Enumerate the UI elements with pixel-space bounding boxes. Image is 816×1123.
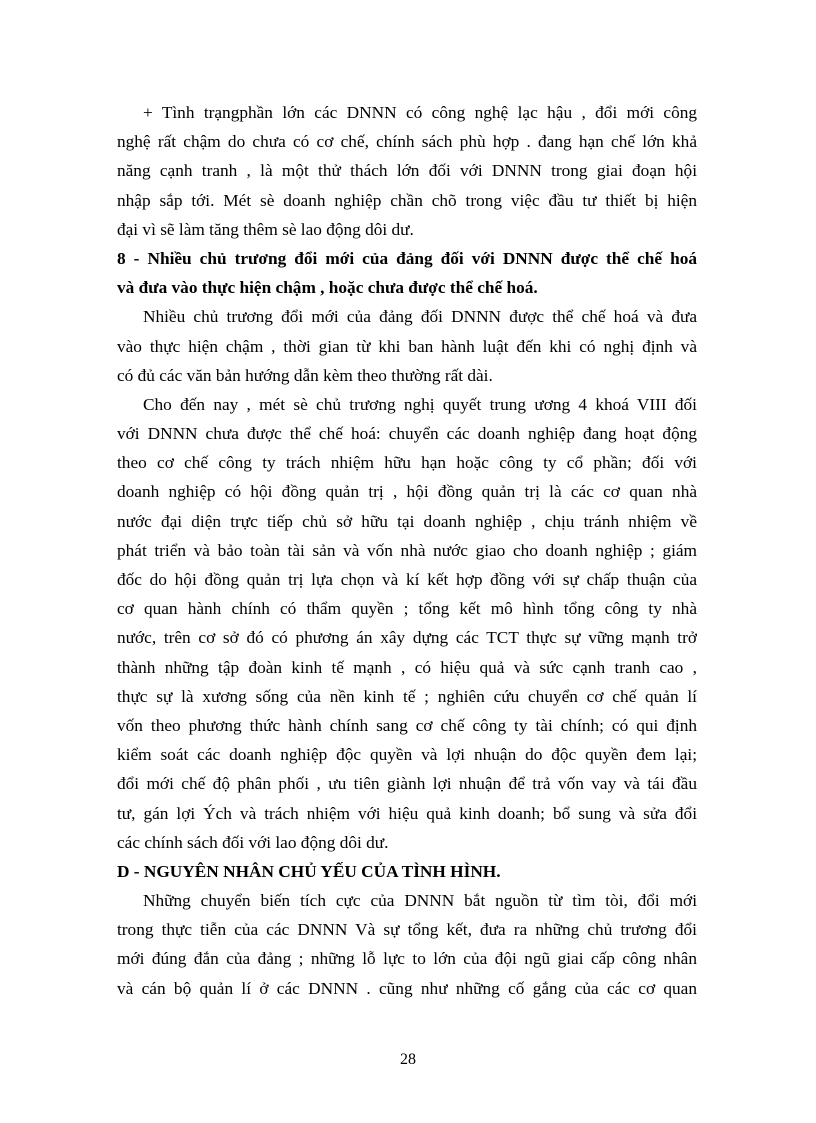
text-line: nước đại diện trực tiếp chủ sở hữu tại doanh nghiệp , chịu tránh nhiệm về	[117, 511, 697, 531]
text-line: nước, trên cơ sở đó có phương án xây dựng các TCT thực sự vững mạnh trở	[117, 628, 697, 648]
text-line: mới đúng đắn của đảng ; những lỗ lực to lớn của đội ngũ giai cấp công nhân	[117, 949, 697, 969]
text-line: kiểm soát các doanh nghiệp độc quyền và lợi nhuận do độc quyền đem lại;	[117, 745, 697, 765]
text-line: phát triển và bảo toàn tài sản và vốn nhà nước giao cho doanh nghiệp ; giám	[117, 540, 697, 560]
text-line: Nhiều chủ trương đổi mới của đảng đối DNNN được thể chế hoá và đưa	[143, 307, 697, 327]
section-heading-8	[117, 244, 697, 302]
text-line: đốc do hội đồng quản trị lựa chọn và kí kết hợp đồng với sự chấp thuận của	[117, 570, 697, 589]
text-line: với DNNN chưa được thể chế hoá: chuyển các doanh nghiệp đang hoạt động	[117, 424, 697, 444]
text-line: đại vì sẽ làm tăng thêm sè lao động dôi dư.	[117, 219, 414, 239]
text-line: Cho đến nay , mét sè chủ trương nghị quyết trung ương 4 khoá VIII đối	[143, 394, 697, 414]
text-line: và cán bộ quản lí ở các DNNN . cũng như những cố gắng của các cơ quan	[117, 978, 697, 998]
text-line: trong thực tiễn của các DNNN Và sự tổng kết, đưa ra những chủ trương đổi	[117, 920, 697, 940]
text-line: năng cạnh tranh , là một thử thách lớn đối với DNNN trong giai đoạn hội	[117, 161, 697, 181]
paragraph-causes	[117, 886, 697, 1003]
text-line: vào thực hiện chậm , thời gian từ khi ban hành luật đến khi có nghị định và	[117, 336, 697, 356]
text-line: tư, gán lợi Ých và trách nhiệm với hiệu quả kinh doanh; bổ sung và sửa đổi	[117, 803, 697, 823]
heading-line: D - NGUYÊN NHÂN CHỦ YẾU CỦA TÌNH HÌNH.	[117, 861, 501, 881]
document-page	[117, 98, 697, 1003]
text-line: nhập sắp tới. Mét sè doanh nghiệp chần chõ trong việc đầu tư thiết bị hiện	[117, 190, 697, 210]
text-line: theo cơ chế công ty trách nhiệm hữu hạn hoặc công ty cổ phần; đối với	[117, 453, 697, 473]
text-line: + Tình trạngphần lớn các DNNN có công nghệ lạc hậu , đổi mới công	[143, 103, 697, 122]
paragraph-technology	[117, 98, 697, 244]
text-line: có đủ các văn bản hướng dẫn kèm theo thường rất dài.	[117, 365, 493, 385]
text-line: thực sự là xương sống của nền kinh tế ; nghiên cứu chuyển cơ chế quản lí	[117, 686, 697, 706]
text-line: thành những tập đoàn kinh tế mạnh , có hiệu quả và sức cạnh tranh cao ,	[117, 657, 697, 677]
heading-line: 8 - Nhiều chủ trương đổi mới của đảng đối với DNNN được thể chế hoá	[117, 248, 697, 268]
paragraph-unimplemented-policies	[117, 390, 697, 857]
text-line: Những chuyển biến tích cực của DNNN bắt nguồn từ tìm tòi, đổi mới	[143, 891, 697, 911]
section-heading-d	[117, 857, 697, 886]
heading-line: và đưa vào thực hiện chậm , hoặc chưa được thể chế hoá.	[117, 278, 538, 298]
text-line: cơ quan hành chính có thẩm quyền ; tổng kết mô hình tổng công ty nhà	[117, 599, 697, 619]
text-line: các chính sách đối với lao động dôi dư.	[117, 832, 389, 852]
text-line: đổi mới chế độ phân phối , ưu tiên giành lợi nhuận để trả vốn vay và tái đầu	[117, 774, 697, 794]
text-line: vốn theo phương thức hành chính sang cơ chế công ty tài chính; có qui định	[117, 715, 697, 735]
paragraph-policy-delay	[117, 302, 697, 390]
text-line: doanh nghiệp có hội đồng quản trị , hội đồng quản trị là các cơ quan nhà	[117, 482, 697, 502]
text-line: nghệ rất chậm do chưa có cơ chế, chính sách phù hợp . đang hạn chế lớn khả	[117, 132, 697, 152]
page-number: 28	[400, 1051, 416, 1068]
